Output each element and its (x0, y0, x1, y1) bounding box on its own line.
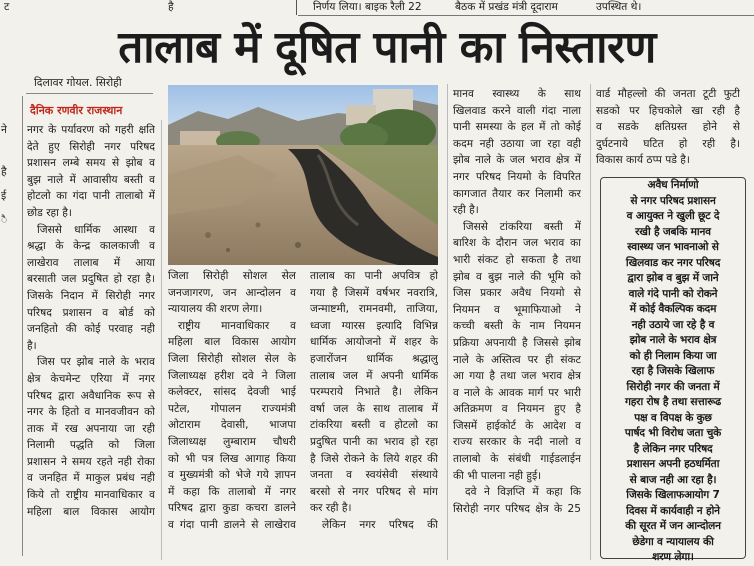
box-line: दिवस में कार्यवाही न होने (626, 504, 720, 517)
text-line: ओटाराम देवासी, भाजपा (168, 419, 296, 432)
text-line: जनता व स्वयंसेवी संस्थाये (310, 469, 438, 482)
text-line: पटेल, गोपालन राज्यमंत्री (168, 402, 296, 415)
text-line: कागजात तैयार कर निलामी कर (453, 187, 581, 200)
text-line: जिस प्रकार अवैध नियमो से (453, 287, 581, 300)
text-line: वार्ड मौहल्लो की जनता टूटी फुटी (596, 88, 740, 100)
box-line: शरण लेगा। (652, 551, 694, 563)
top-fragment-col-a: निर्णय लिया। बाइक रैली 22 (313, 1, 422, 13)
article-photo (168, 85, 438, 265)
text-line: परिषद प्रशासन व बोर्ड को (27, 306, 155, 319)
text-line: बुझ नाले में आवासीय बस्ती व (27, 173, 155, 186)
text-line: व गंदा पानी डालने से लाखेराव (168, 518, 296, 531)
left-edge-char: ई (1, 190, 7, 202)
box-line: नही उठाये जा रहे है व (631, 318, 715, 331)
column-rule-1 (161, 120, 162, 560)
top-fragment-left2: है (168, 1, 174, 13)
box-line: छेडेगा व न्यायालय की (632, 535, 714, 548)
text-line: न्यायालय की शरण लेगा। (168, 303, 263, 316)
box-line: प्रशासन अपनी हठधर्मिता (626, 458, 720, 470)
text-line: झोब व बुझ नाले की भूमि को (453, 270, 581, 283)
left-column-rule (22, 96, 23, 556)
text-line: हजारोंजन धार्मिक श्रद्धालु (310, 352, 438, 365)
box-line: झोब नाले के भराव क्षेत्र (629, 334, 717, 346)
text-line: नगर परिषद नियमो के विपरित (453, 170, 581, 183)
box-line: खिलवाड कर नगर परिषद (625, 256, 721, 269)
left-top-divider (296, 0, 297, 15)
text-line: जिसमें हाईकोर्ट के आदेश व (453, 419, 581, 432)
text-line: देते हुए सिरोही नगर परिषद (27, 140, 155, 153)
text-line: प्रशासन ने समय रहते नही रोका (27, 455, 155, 468)
text-line: मानव स्वास्थ्य के साथ (453, 88, 581, 100)
box-line: है लेकिन नगर परिषद (633, 442, 713, 455)
text-line: रही है। (453, 204, 479, 217)
text-line: जिलाध्यक्ष लुम्बाराम चौधरी (168, 435, 296, 448)
text-line: जन्माष्टमी, रामनवमी, ताजिया, (310, 303, 438, 316)
text-line: जिला सिरोही सोशल सेल (168, 270, 296, 282)
box-line: स्वास्थ्य जन भावनाओ से (627, 241, 719, 253)
box-line: द्वारा झोब व बुझ में जाने (627, 272, 719, 284)
text-line: नियमन व भूमाफियाओ ने (453, 303, 581, 316)
text-line: किये तो राष्ट्रीय मानवाधिकार व (27, 489, 155, 502)
text-line: परिषद द्वारा कुडा कचरा डालने (168, 502, 296, 515)
text-line: जनजागरण, जन आन्दोलन व (168, 286, 296, 299)
text-line: कर रही है। (310, 502, 352, 515)
text-line: होटलो का गंदा पानी तालाबो में (27, 190, 155, 203)
headline: तालाब में दूषित पानी का निस्तारण (118, 22, 656, 73)
text-line: ताक में रख अपनाया जा रही (27, 422, 155, 435)
box-line: वाले गंदे पानी को रोकने (628, 287, 718, 300)
text-line: जिससे टांकरिया बस्ती में (463, 220, 581, 233)
text-line: लेकिन नगर परिषद की (322, 518, 438, 531)
box-line: अवैध निर्माणो (647, 179, 699, 191)
text-line: गया है जिसमें वर्षभर नवरात्रि, (310, 286, 438, 299)
box-line: से नगर परिषद प्रशासन (630, 194, 716, 207)
text-line: बारिश के दौरान जल भराव का (453, 237, 581, 250)
byline-underline (26, 93, 153, 94)
text-line: टांकरिया बस्ती व होटलो का (310, 419, 438, 432)
text-line: प्रशासन लम्बे समय से झोब व (27, 157, 155, 170)
text-line: पानी समस्या के हल में तो कोई (453, 121, 581, 134)
byline: दिलावर गोयल. सिरोही (34, 76, 122, 89)
box-line: में कोई वैकल्पिक कदम (629, 303, 717, 315)
text-line: वर्षा जल के साथ तालाब में (310, 402, 438, 415)
top-fragment-left: ट (4, 1, 10, 13)
text-line: व सडके क्षतिग्रस्त होने से (596, 121, 740, 134)
text-line: महिला बाल विकास आयोग (27, 505, 155, 518)
text-line: नगर के पर्यावरण को गहरी क्षति (27, 124, 155, 136)
text-line: राष्ट्रीय मानवाधिकार व (178, 319, 296, 332)
text-line: प्रक्रिया अपनायी है जिससे झोब (453, 336, 581, 349)
text-line: छोड रहा है। (27, 206, 72, 219)
text-line: जिला सिरोही सोशल सेल के (168, 352, 296, 365)
text-line: है। (27, 339, 37, 352)
box-line: पक्ष व विपक्ष के कुछ (634, 411, 712, 424)
article-column-3 (453, 86, 581, 517)
left-edge-char: ै (1, 214, 8, 226)
text-line: सडको पर हिचकोले खा रही है (596, 104, 740, 117)
text-line: महिला बाल विकास आयोग (168, 336, 296, 349)
text-line: सिरोही नगर परिषद क्षेत्र के 25 (453, 502, 581, 515)
text-line: श्रद्धा के केन्द्र कालकाजी व (27, 240, 155, 253)
box-line: पार्षद भी विरोध जता चुके (624, 427, 722, 439)
text-line: जिलाध्यक्ष हरीश दवे ने जिला (168, 369, 296, 382)
box-line: से बाज नही आ रहा है। (629, 473, 717, 486)
text-line: प्रदुषित पानी का भराव हो रहा (310, 435, 438, 448)
text-line: आ गया है तथा जल भराव क्षेत्र (453, 370, 581, 383)
text-line: की भी पालना नही हुई। (453, 469, 542, 482)
column-rule-3 (447, 84, 448, 560)
text-line: ध्वजा ग्यारस इत्यादि विभिन्न (310, 319, 438, 332)
text-line: परम्पराये निभाते है। लेकिन (310, 386, 438, 399)
box-line: गहरा रोष है तथा सत्तारूढ (624, 396, 722, 408)
text-line: कच्ची बस्ती के नाम नियमन (453, 320, 581, 333)
text-line: अतिक्रमण व नियमन हुए है (453, 403, 581, 416)
text-line: बरसाती जल प्रदुषित हो रहा है। (27, 273, 155, 286)
text-line: क्षेत्र केचमेन्ट एरिया में नगर (27, 372, 155, 385)
highlight-box (600, 177, 746, 563)
article-column-2b (310, 268, 438, 534)
text-line: जिससे धार्मिक आस्था व (37, 223, 155, 236)
text-line: तालाब का पानी अपवित्र हो (310, 270, 438, 282)
text-line: व नाले के आवक मार्ग पर भारी (453, 386, 581, 399)
text-line: झोब नाले के जल भराव क्षेत्र में (453, 154, 581, 167)
text-line: धार्मिक आयोजनो में शहर के (310, 336, 438, 349)
article-column-2 (168, 268, 296, 534)
article-column-4 (596, 86, 740, 169)
box-line: जिसके खिलाफआयोग 7 (626, 489, 720, 501)
text-line: राज्य सरकार के नदी नालो व (453, 436, 581, 449)
text-line: लाखेराव तालाब में आया (27, 256, 155, 269)
left-edge-char: है (1, 166, 7, 178)
text-line: खिलवाड करने वाली गंदा नाला (453, 104, 581, 117)
text-line: बरसो से नगर परिषद से मांग (310, 485, 438, 498)
text-line: कदम नही उठाया जा रहा वही (453, 137, 581, 150)
text-line: नाले के अस्तित्व पर ही संकट (453, 353, 581, 366)
text-line: नगर के हितो व मानवजीवन को (27, 406, 155, 419)
text-line: दुर्घटनाये घटित हो रही है। (596, 137, 740, 150)
text-line: जिसके निदान में सिरोही नगर (27, 289, 155, 302)
box-line: रखी है जबकि मानव (635, 225, 711, 238)
text-line: है जिसे रोकने के लिये शहर की (310, 452, 438, 465)
text-line: जिस पर झोब नाले के भराव (37, 356, 155, 369)
box-line: की सूरत में जन आन्दोलन (625, 520, 721, 532)
text-line: परिषद द्वारा अवैधानिक रूप से (27, 389, 155, 402)
text-line: व मुख्यमंत्री को भेजे गये ज्ञापन (168, 469, 296, 482)
text-line: जनहितो की कोई परवाह नही (27, 323, 155, 336)
left-edge-char: ने (1, 124, 7, 136)
text-line: को भी पत्र लिख आगाह किया (168, 452, 296, 465)
left-edge-fragments (0, 118, 8, 558)
box-line: व आयुक्त ने खुली छूट दे (626, 210, 720, 222)
column-rule-4 (590, 84, 591, 560)
text-line: विकास कार्य ठप्प पडे है। (596, 154, 690, 167)
box-line: सिरोही नगर की जनता में (626, 380, 720, 393)
text-line: निलामी पद्धति को जिला (27, 439, 155, 452)
top-fragment-col-c: उपस्थित थे। (596, 1, 642, 13)
box-line: रहा है जिसके खिलाफ (631, 365, 715, 377)
text-line: तालाब जल में अपनी धार्मिक (310, 369, 438, 382)
article-column-1 (27, 122, 155, 520)
box-line: को ही निलाम किया जा (629, 349, 717, 362)
top-divider (298, 15, 754, 16)
text-line: कलेक्टर, सांसद देवजी भाई (168, 386, 296, 399)
text-line: तालाबो के संबंधी गाईडलाईन (453, 453, 581, 466)
top-fragment-col-b: बैठक में प्रखंड मंत्री दूदाराम (455, 1, 558, 13)
text-line: भारी संकट हो सकता है तथा (453, 253, 581, 266)
text-line: में कहा कि तालाबो में नगर (168, 485, 296, 498)
text-line: व जनहित में माकुल प्रबंध नही (27, 472, 155, 485)
text-line: दवे ने विज्ञप्ति में कहा कि (465, 486, 581, 499)
publication-name: दैनिक रणवीर राजस्थान (30, 104, 123, 117)
